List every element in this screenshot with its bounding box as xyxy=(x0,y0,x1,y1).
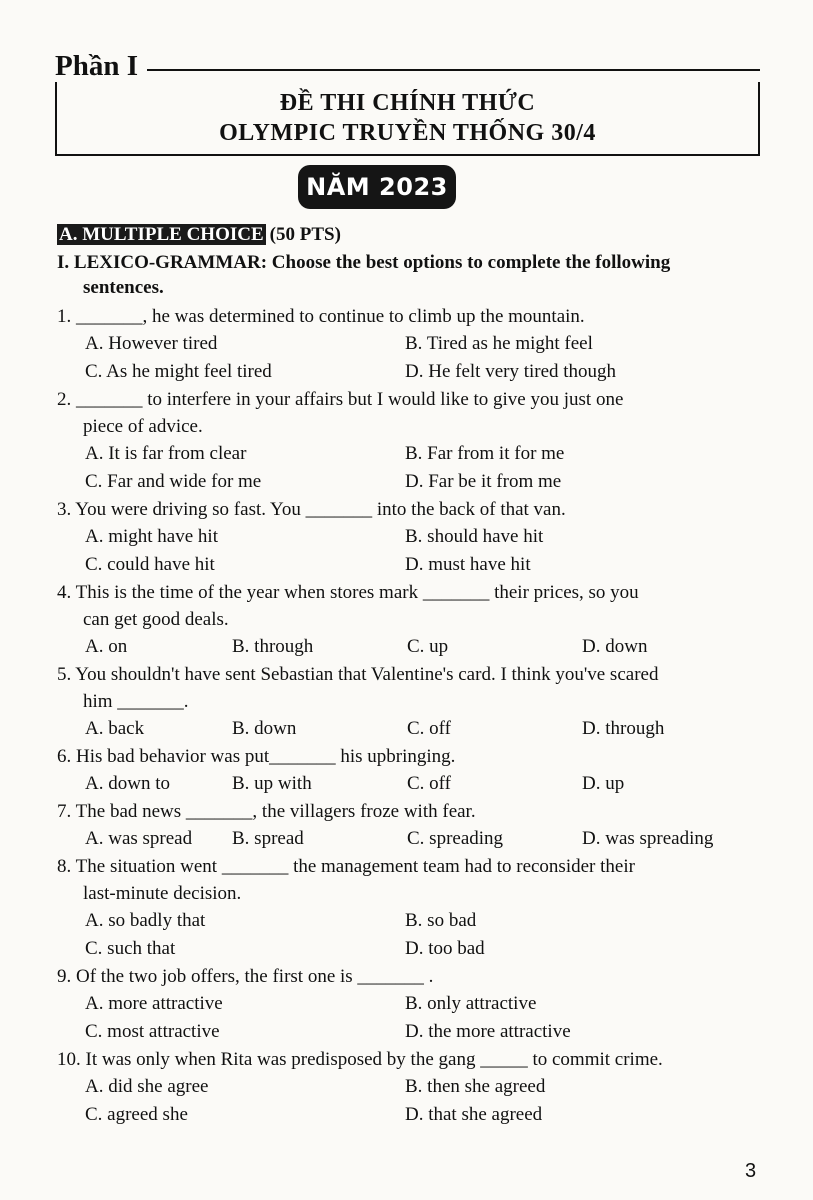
section-heading xyxy=(57,223,341,247)
question-stem xyxy=(57,386,759,440)
part-title: Phần I xyxy=(55,50,139,82)
question-text-line: 4. This is the time of the year when stores mark _______ their prices, so you xyxy=(57,582,639,603)
question-text-line: 10. It was only when Rita was predisposed by the gang _____ to commit crime. xyxy=(57,1049,663,1070)
question-text-line: 6. His bad behavior was put_______ his upbringing. xyxy=(57,746,456,767)
exam-title-line-1: ĐỀ THI CHÍNH THỨC xyxy=(279,90,536,116)
question-text-line: 3. You were driving so fast. You _______ into the back of that van. xyxy=(57,499,566,520)
question-2 xyxy=(57,386,759,496)
answer-option: A. back xyxy=(85,718,145,739)
instruction-line-2: sentences. xyxy=(83,277,164,298)
page-number: 3 xyxy=(745,1160,757,1182)
answer-option: C. spreading xyxy=(407,828,504,849)
answer-option: D. up xyxy=(582,773,625,794)
answer-options xyxy=(57,907,759,963)
exam-title-line-2: OLYMPIC TRUYỀN THỐNG 30/4 xyxy=(219,120,596,146)
question-text-line: 1. _______, he was determined to continue to climb up the mountain. xyxy=(57,306,585,327)
question-3 xyxy=(57,496,759,579)
question-text-line: 8. The situation went _______ the management team had to reconsider their xyxy=(57,856,635,877)
question-stem xyxy=(57,853,759,907)
exam-title-box xyxy=(55,82,760,156)
question-7 xyxy=(57,798,759,853)
answer-option: B. so bad xyxy=(405,910,477,931)
question-list xyxy=(57,303,759,1129)
question-stem xyxy=(57,579,759,633)
answer-option: A. on xyxy=(85,636,128,657)
question-8 xyxy=(57,853,759,963)
answer-option: A. was spread xyxy=(85,828,193,849)
answer-option: A. so badly that xyxy=(85,910,206,931)
question-9 xyxy=(57,963,759,1046)
question-text-line: 9. Of the two job offers, the first one is _______ . xyxy=(57,966,434,987)
answer-option: D. down xyxy=(582,636,648,657)
answer-options xyxy=(57,825,759,853)
answer-option: A. down to xyxy=(85,773,170,794)
answer-option: D. was spreading xyxy=(582,828,714,849)
answer-option: A. However tired xyxy=(85,333,218,354)
answer-option: A. did she agree xyxy=(85,1076,209,1097)
question-text-line: 5. You shouldn't have sent Sebastian that Valentine's card. I think you've scared xyxy=(57,664,659,685)
answer-option: C. Far and wide for me xyxy=(85,471,262,492)
question-stem xyxy=(57,963,759,990)
question-stem xyxy=(57,1046,759,1073)
answer-option: A. It is far from clear xyxy=(85,443,247,464)
answer-options xyxy=(57,633,759,661)
answer-options xyxy=(57,330,759,386)
question-text-line: last-minute decision. xyxy=(83,883,242,904)
year-badge: NĂM 2023 xyxy=(298,165,456,209)
question-text-line: piece of advice. xyxy=(83,416,203,437)
question-text-line: 2. _______ to interfere in your affairs but I would like to give you just one xyxy=(57,389,624,410)
answer-option: C. up xyxy=(407,636,449,657)
section-points: (50 PTS) xyxy=(269,224,341,245)
question-stem xyxy=(57,661,759,715)
question-stem xyxy=(57,743,759,770)
answer-option: A. more attractive xyxy=(85,993,223,1014)
instruction-line-1: I. LEXICO-GRAMMAR: Choose the best options to complete the following xyxy=(57,252,671,273)
answer-option: D. too bad xyxy=(405,938,485,959)
answer-option: C. off xyxy=(407,773,451,794)
answer-option: C. could have hit xyxy=(85,554,215,575)
answer-option: D. must have hit xyxy=(405,554,531,575)
answer-option: D. through xyxy=(582,718,665,739)
answer-options xyxy=(57,715,759,743)
answer-option: D. Far be it from me xyxy=(405,471,562,492)
question-stem xyxy=(57,496,759,523)
question-text-line: him _______. xyxy=(83,691,189,712)
question-6 xyxy=(57,743,759,798)
section-label: A. MULTIPLE CHOICE xyxy=(59,224,264,245)
question-text-line: can get good deals. xyxy=(83,609,229,630)
question-1 xyxy=(57,303,759,386)
answer-option: C. such that xyxy=(85,938,176,959)
answer-option: B. Tired as he might feel xyxy=(405,333,593,354)
part-heading xyxy=(55,48,760,84)
answer-option: B. then she agreed xyxy=(405,1076,546,1097)
question-stem xyxy=(57,303,759,330)
question-text-line: 7. The bad news _______, the villagers froze with fear. xyxy=(57,801,476,822)
answer-options xyxy=(57,1073,759,1129)
answer-option: C. most attractive xyxy=(85,1021,220,1042)
answer-option: B. Far from it for me xyxy=(405,443,565,464)
answer-option: B. down xyxy=(232,718,297,739)
question-5 xyxy=(57,661,759,743)
answer-options xyxy=(57,523,759,579)
answer-option: C. As he might feel tired xyxy=(85,361,272,382)
answer-option: C. agreed she xyxy=(85,1104,188,1125)
answer-option: D. the more attractive xyxy=(405,1021,571,1042)
answer-option: C. off xyxy=(407,718,451,739)
question-4 xyxy=(57,579,759,661)
answer-option: D. that she agreed xyxy=(405,1104,543,1125)
answer-option: D. He felt very tired though xyxy=(405,361,617,382)
answer-options xyxy=(57,440,759,496)
answer-option: B. should have hit xyxy=(405,526,544,547)
question-stem xyxy=(57,798,759,825)
instruction xyxy=(57,250,757,300)
answer-options xyxy=(57,990,759,1046)
part-rule xyxy=(147,69,760,71)
question-10 xyxy=(57,1046,759,1129)
answer-option: B. spread xyxy=(232,828,304,849)
answer-option: B. through xyxy=(232,636,314,657)
answer-option: B. only attractive xyxy=(405,993,537,1014)
answer-option: B. up with xyxy=(232,773,312,794)
answer-option: A. might have hit xyxy=(85,526,218,547)
answer-options xyxy=(57,770,759,798)
